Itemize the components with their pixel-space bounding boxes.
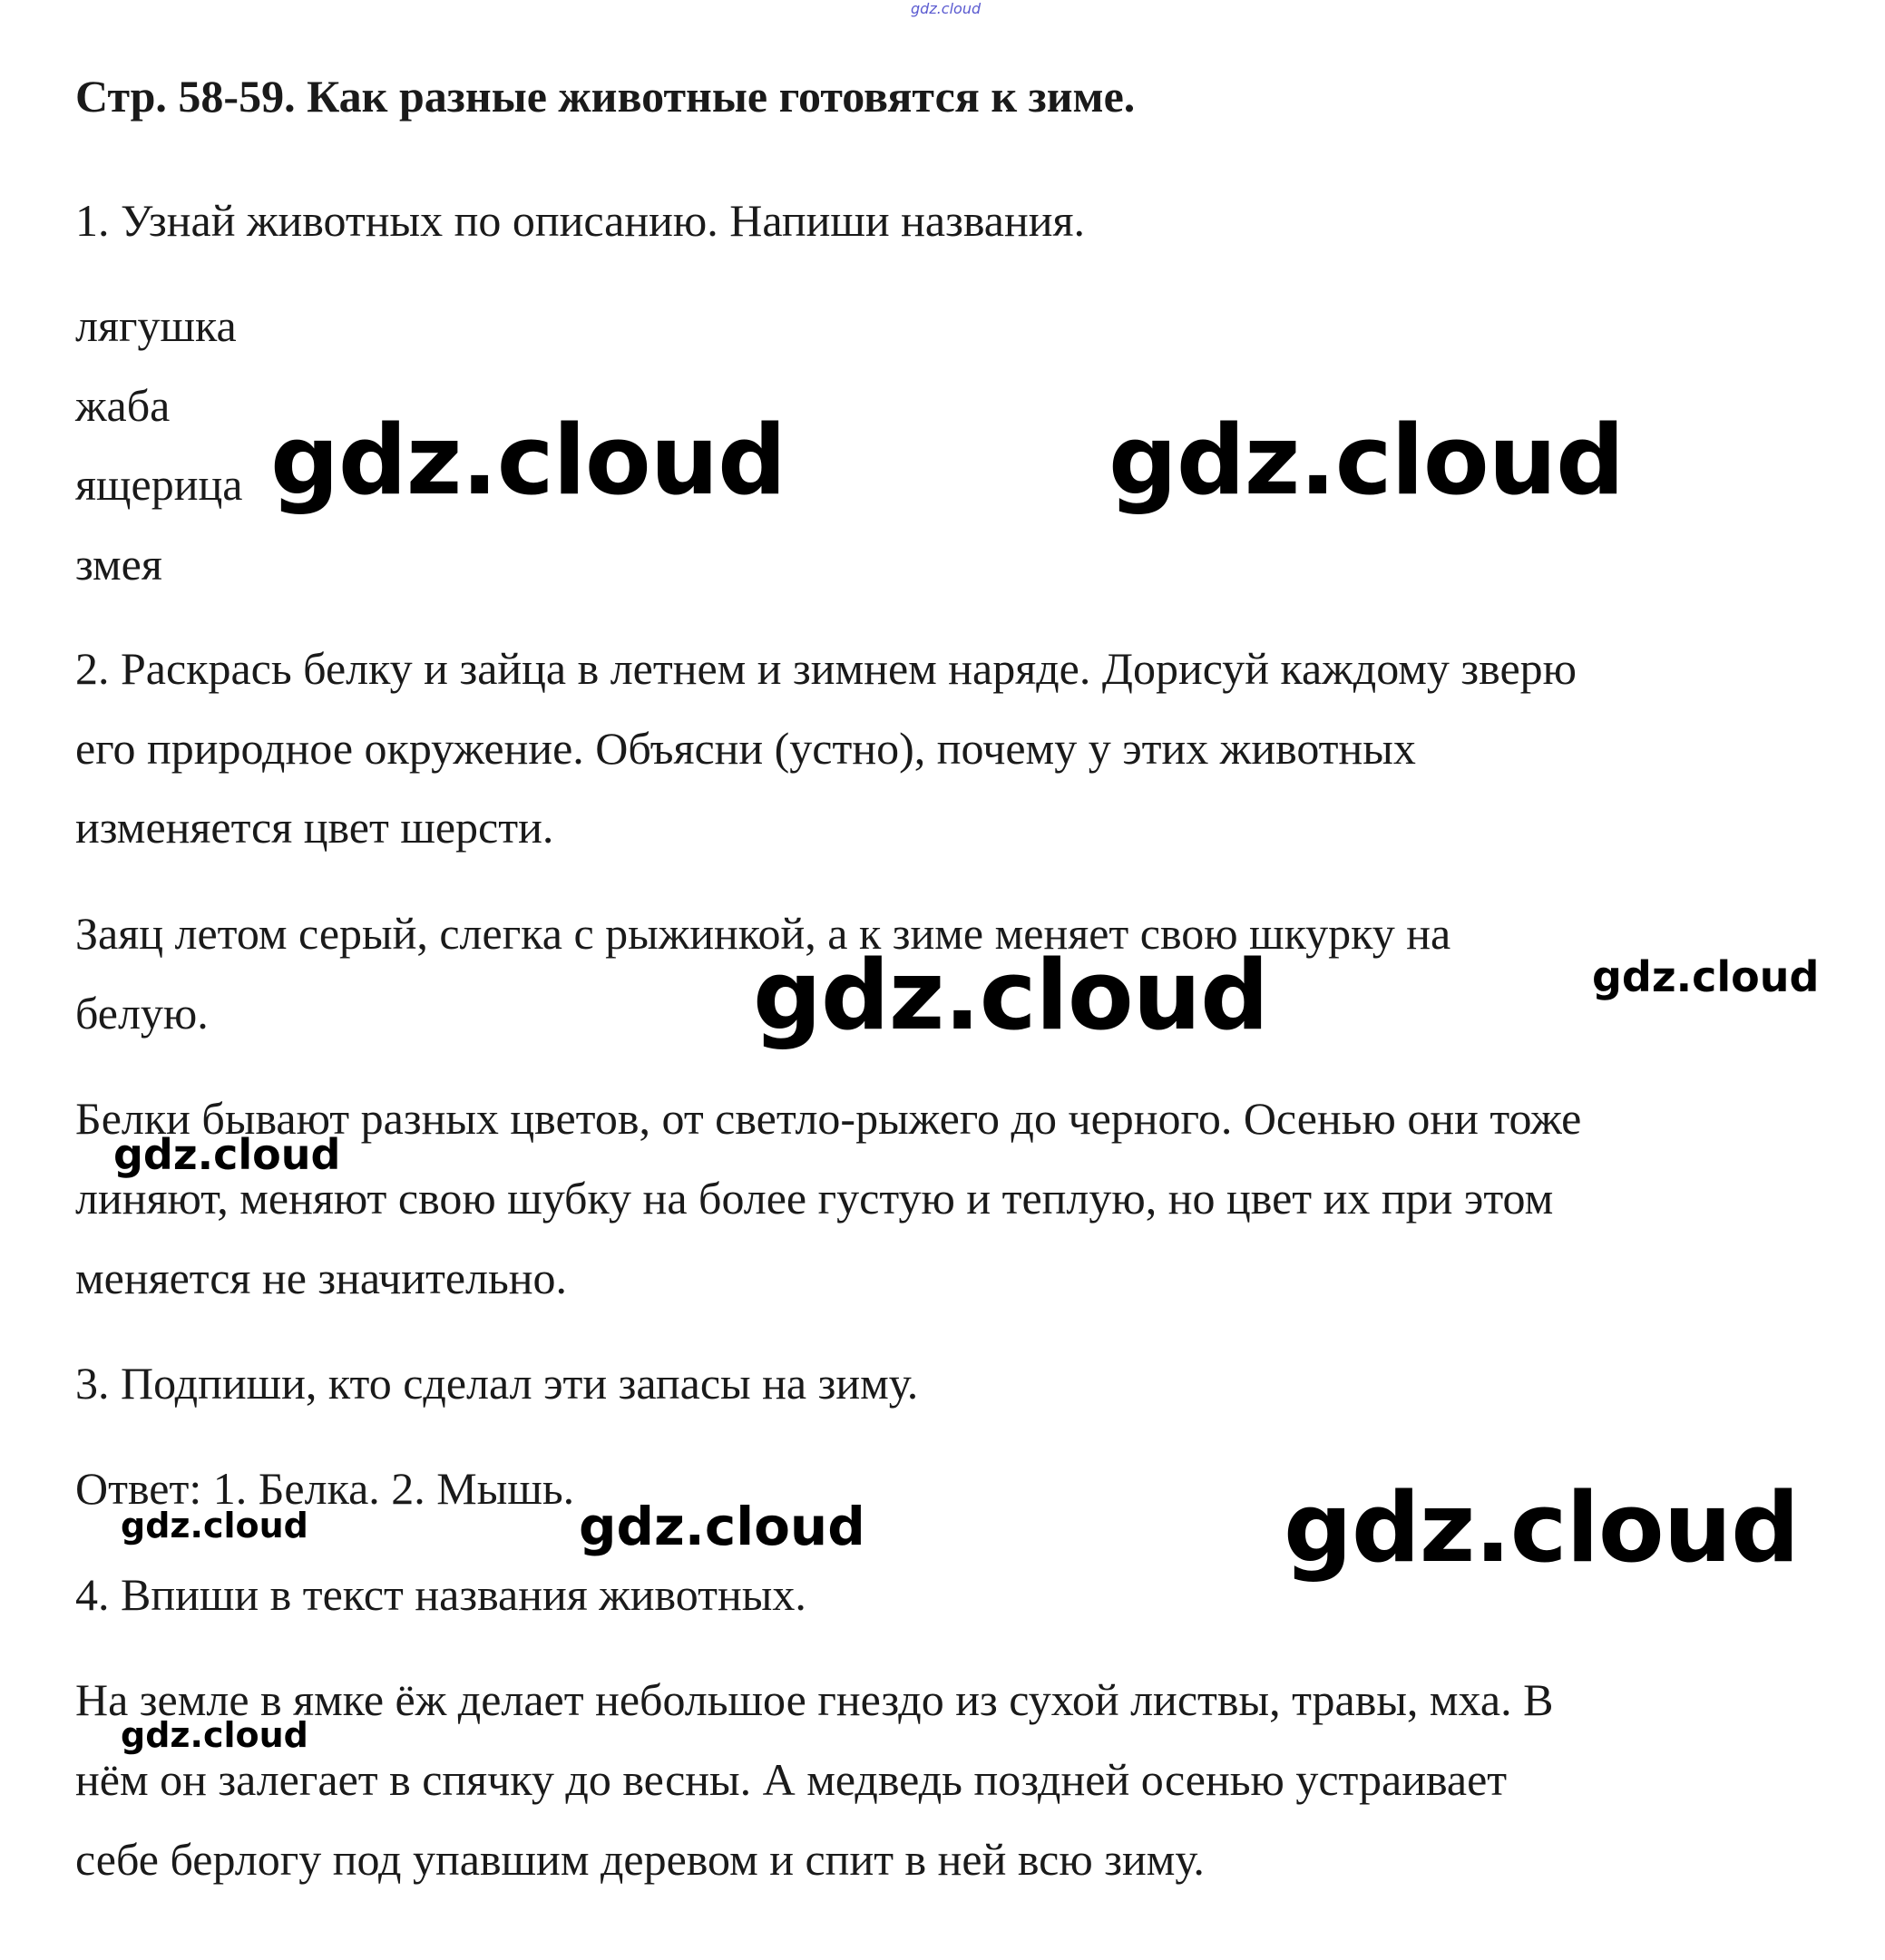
top-watermark: gdz.cloud <box>911 0 982 17</box>
watermark: gdz.cloud <box>1284 1472 1800 1584</box>
task1-answer-2: жаба <box>75 380 171 431</box>
task4-answer-line-3: себе берлогу под упавшим деревом и спит в ней всю зиму. <box>75 1834 1205 1885</box>
task2-answer1-line-2: белую. <box>75 988 209 1039</box>
task3-answer: Ответ: 1. Белка. 2. Мышь. <box>75 1463 575 1514</box>
page-title: Стр. 58-59. Как разные животные готовятся к зиме. <box>75 71 1136 122</box>
task1-answer-4: змея <box>75 539 162 590</box>
task2-question-line-3: изменяется цвет шерсти. <box>75 802 554 853</box>
watermark: gdz.cloud <box>753 940 1269 1051</box>
task4-answer-line-1: На земле в ямке ёж делает небольшое гнездо из сухой листвы, травы, мха. В <box>75 1674 1554 1725</box>
task2-answer1-line-1: Заяц летом серый, слегка с рыжинкой, а к зиме меняет свою шкурку на <box>75 908 1451 959</box>
task1-answer-1: лягушка <box>75 300 237 351</box>
watermark: gdz.cloud <box>121 1506 308 1546</box>
task2-answer2-line-1: Белки бывают разных цветов, от светло-рыжего до черного. Осенью они тоже <box>75 1093 1582 1144</box>
watermark: gdz.cloud <box>579 1496 865 1557</box>
task2-question-line-2: его природное окружение. Объясни (устно), почему у этих животных <box>75 723 1416 774</box>
task3-question: 3. Подпиши, кто сделал эти запасы на зиму. <box>75 1358 919 1409</box>
watermark: gdz.cloud <box>1109 405 1625 516</box>
task1-answer-3: ящерица <box>75 459 243 510</box>
task4-answer-line-2: нём он залегает в спячку до весны. А медведь поздней осенью устраивает <box>75 1754 1508 1805</box>
task2-answer2-line-2: линяют, меняют свою шубку на более густую и теплую, но цвет их при этом <box>75 1173 1554 1224</box>
watermark: gdz.cloud <box>121 1715 308 1755</box>
task1-question: 1. Узнай животных по описанию. Напиши названия. <box>75 195 1085 246</box>
watermark: gdz.cloud <box>1592 952 1820 1001</box>
watermark: gdz.cloud <box>113 1130 341 1179</box>
watermark: gdz.cloud <box>270 405 786 516</box>
task2-question-line-1: 2. Раскрась белку и зайца в летнем и зимнем наряде. Дорисуй каждому зверю <box>75 643 1577 694</box>
task4-question: 4. Впиши в текст названия животных. <box>75 1569 806 1620</box>
task2-answer2-line-3: меняется не значительно. <box>75 1253 568 1303</box>
